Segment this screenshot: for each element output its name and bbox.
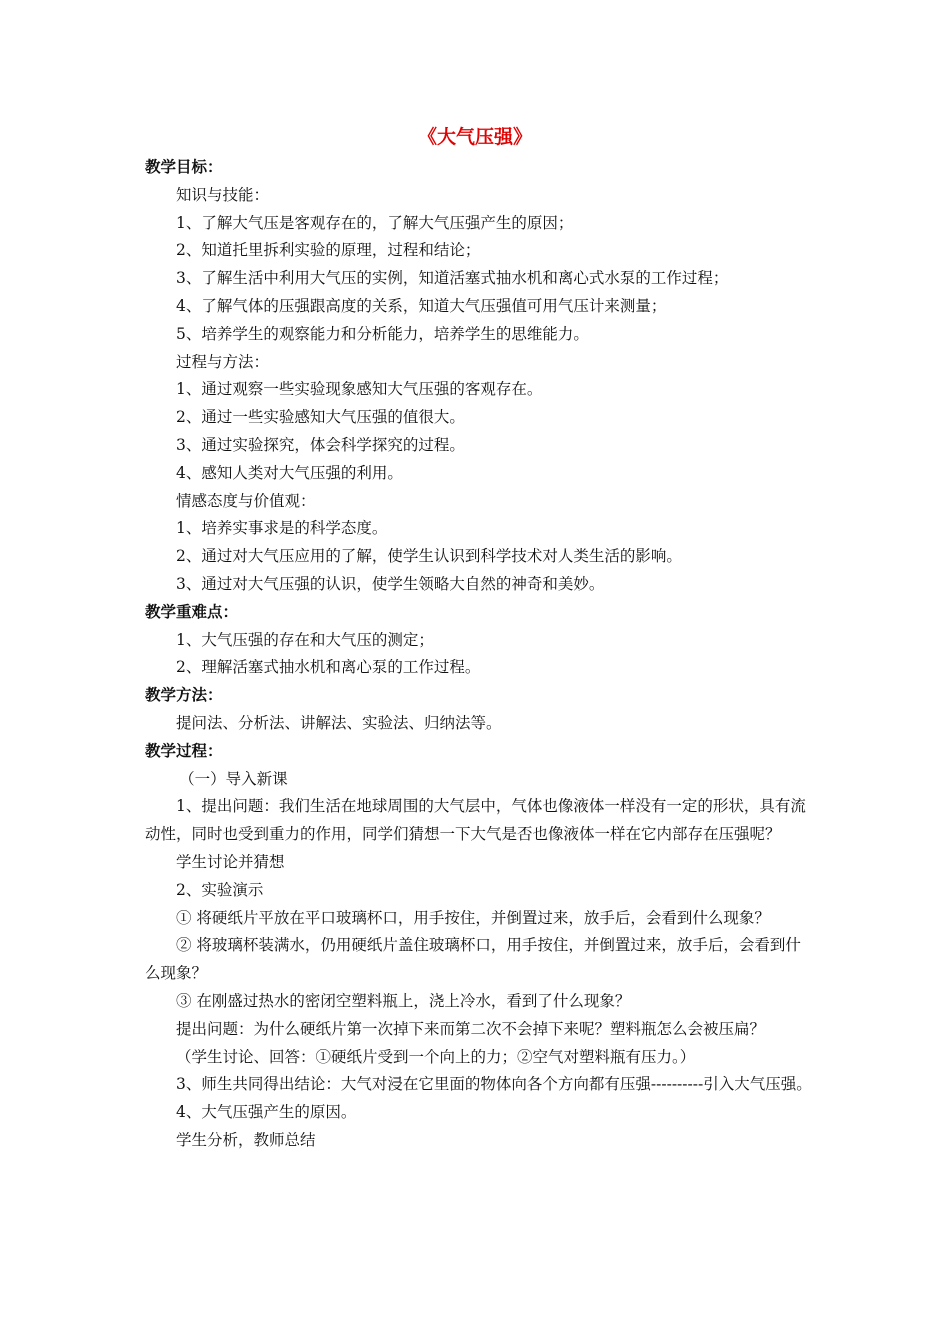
process-paragraph: 学生讨论并猜想	[176, 852, 285, 871]
process-paragraph: 4、大气压强产生的原因。	[176, 1103, 357, 1122]
key-points-heading: 教学重难点：	[145, 602, 239, 621]
knowledge-item: 4、了解气体的压强跟高度的关系，知道大气压强值可用气压计来测量；	[176, 296, 667, 315]
teaching-process-heading: 教学过程：	[145, 741, 223, 760]
methods-heading: 教学方法：	[145, 686, 223, 705]
process-method-heading: 过程与方法：	[176, 352, 270, 371]
process-method-item: 4、感知人类对大气压强的利用。	[176, 463, 403, 482]
emotion-item: 3、通过对大气压强的认识，使学生领略大自然的神奇和美妙。	[176, 574, 605, 593]
process-paragraph: （学生讨论、回答：①硬纸片受到一个向上的力；②空气对塑料瓶有压力。）	[176, 1047, 696, 1066]
methods-text: 提问法、分析法、讲解法、实验法、归纳法等。	[176, 713, 502, 732]
knowledge-item: 1、了解大气压是客观存在的，了解大气压强产生的原因；	[176, 213, 574, 232]
document-body	[145, 154, 813, 1155]
emotion-heading: 情感态度与价值观：	[176, 491, 316, 510]
objectives-heading: 教学目标：	[145, 158, 223, 176]
knowledge-heading: 知识与技能：	[176, 185, 270, 204]
process-method-item: 3、通过实验探究，体会科学探究的过程。	[176, 435, 465, 454]
emotion-item: 1、培养实事求是的科学态度。	[176, 519, 388, 538]
process-paragraph: 3、师生共同得出结论：大气对浸在它里面的物体向各个方向都有压强----------引入大气压强。	[176, 1075, 812, 1094]
knowledge-item: 2、知道托里拆利实验的原理，过程和结论；	[176, 241, 481, 260]
process-paragraph: 提出问题：为什么硬纸片第一次掉下来而第二次不会掉下来呢？塑料瓶怎么会被压扁？	[176, 1019, 766, 1038]
process-paragraph: ③ 在刚盛过热水的密闭空塑料瓶上，浇上冷水，看到了什么现象？	[176, 991, 631, 1010]
process-paragraph: ② 将玻璃杯装满水，仍用硬纸片盖住玻璃杯口，用手按住，并倒置过来，放手后，会看到什么现象？	[145, 936, 801, 983]
knowledge-item: 5、培养学生的观察能力和分析能力，培养学生的思维能力。	[176, 324, 589, 343]
process-method-item: 1、通过观察一些实验现象感知大气压强的客观存在。	[176, 380, 543, 399]
process-paragraph: ① 将硬纸片平放在平口玻璃杯口，用手按住，并倒置过来，放手后，会看到什么现象？	[176, 908, 770, 927]
process-paragraph: 2、实验演示	[176, 880, 264, 899]
process-paragraph: 1、提出问题：我们生活在地球周围的大气层中，气体也像液体一样没有一定的形状，具有流动性，同时也受到重力的作用，同学们猜想一下大气是否也像液体一样在它内部存在压强呢？	[145, 797, 806, 844]
key-point-item: 2、理解活塞式抽水机和离心泵的工作过程。	[176, 658, 481, 677]
process-method-item: 2、通过一些实验感知大气压强的值很大。	[176, 408, 465, 427]
emotion-item: 2、通过对大气压应用的了解，使学生认识到科学技术对人类生活的影响。	[176, 547, 682, 566]
process-paragraph: 学生分析，教师总结	[176, 1130, 316, 1149]
key-point-item: 1、大气压强的存在和大气压的测定；	[176, 630, 434, 649]
document-title: 《大气压强》	[417, 126, 532, 148]
knowledge-item: 3、了解生活中利用大气压的实例，知道活塞式抽水机和离心式水泵的工作过程；	[176, 269, 729, 288]
section-heading: （一）导入新课	[179, 769, 288, 788]
